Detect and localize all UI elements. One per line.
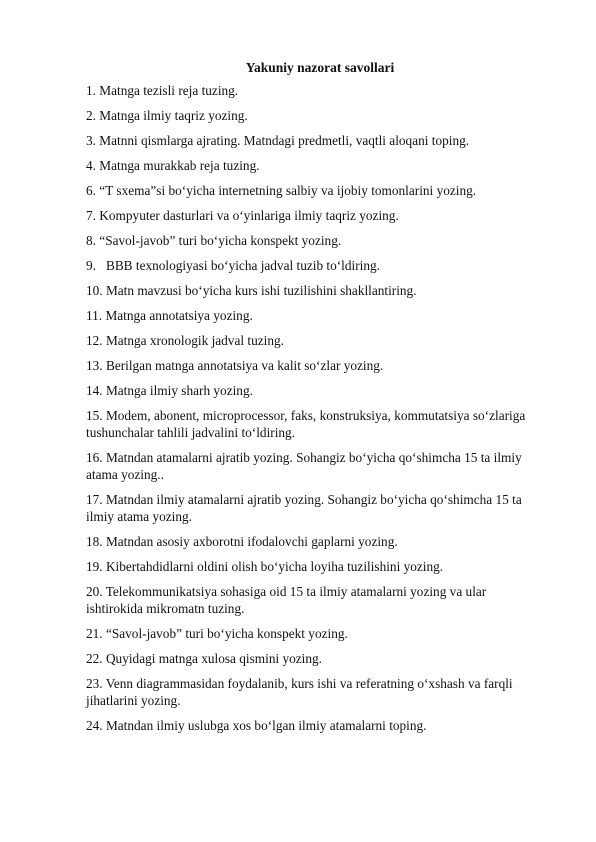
list-item: 12. Matnga xronologik jadval tuzing.	[86, 333, 284, 348]
list-item: 14. Matnga ilmiy sharh yozing.	[86, 383, 253, 398]
page-title: Yakuniy nazorat savollari	[245, 60, 395, 75]
list-item: 16. Matndan atamalarni ajratib yozing. Sohangiz bo‘yicha qo‘shimcha 15 ta ilmiy atama yozing..	[86, 450, 522, 482]
list-item: 4. Matnga murakkab reja tuzing.	[86, 158, 260, 173]
list-item: 22. Quyidagi matnga xulosa qismini yozing.	[86, 651, 322, 666]
list-item: 2. Matnga ilmiy taqriz yozing.	[86, 108, 248, 123]
list-item: 24. Matndan ilmiy uslubga xos bo‘lgan ilmiy atamalarni toping.	[86, 718, 427, 733]
list-item: 7. Kompyuter dasturlari va o‘yinlariga ilmiy taqriz yozing.	[86, 208, 399, 223]
list-item: 19. Kibertahdidlarni oldini olish bo‘yicha loyiha tuzilishini yozing.	[86, 559, 444, 574]
list-item: 23. Venn diagrammasidan foydalanib, kurs ishi va referatning o‘xshash va farqli jihatlarini yozing.	[86, 676, 513, 708]
list-item: 9. BBB texnologiyasi bo‘yicha jadval tuzib to‘ldiring.	[86, 258, 380, 273]
list-item: 20. Telekommunikatsiya sohasiga oid 15 ta ilmiy atamalarni yozing va ular ishtirokida mikromatn tuzing.	[86, 584, 487, 616]
list-item: 10. Matn mavzusi bo‘yicha kurs ishi tuzilishini shakllantiring.	[86, 283, 417, 298]
list-item: 6. “T sxema”si bo‘yicha internetning salbiy va ijobiy tomonlarini yozing.	[86, 183, 477, 198]
list-item: 17. Matndan ilmiy atamalarni ajratib yozing. Sohangiz bo‘yicha qo‘shimcha 15 ta ilmiy atama yozing.	[86, 492, 522, 524]
list-item: 8. “Savol-javob” turi bo‘yicha konspekt yozing.	[86, 233, 342, 248]
list-item: 13. Berilgan matnga annotatsiya va kalit so‘zlar yozing.	[86, 358, 384, 373]
list-item: 3. Matnni qismlarga ajrating. Matndagi predmetli, vaqtli aloqani toping.	[86, 133, 470, 148]
list-item: 1. Matnga tezisli reja tuzing.	[86, 83, 239, 98]
question-list	[86, 82, 546, 742]
list-item: 15. Modem, abonent, microprocessor, faks, konstruksiya, kommutatsiya so‘zlariga tushunchalar tahlili jadvalini to‘ldiring.	[86, 408, 526, 440]
list-item: 11. Matnga annotatsiya yozing.	[86, 308, 253, 323]
list-item: 18. Matndan asosiy axborotni ifodalovchi gaplarni yozing.	[86, 534, 398, 549]
list-item: 21. “Savol-javob” turi bo‘yicha konspekt yozing.	[86, 626, 348, 641]
